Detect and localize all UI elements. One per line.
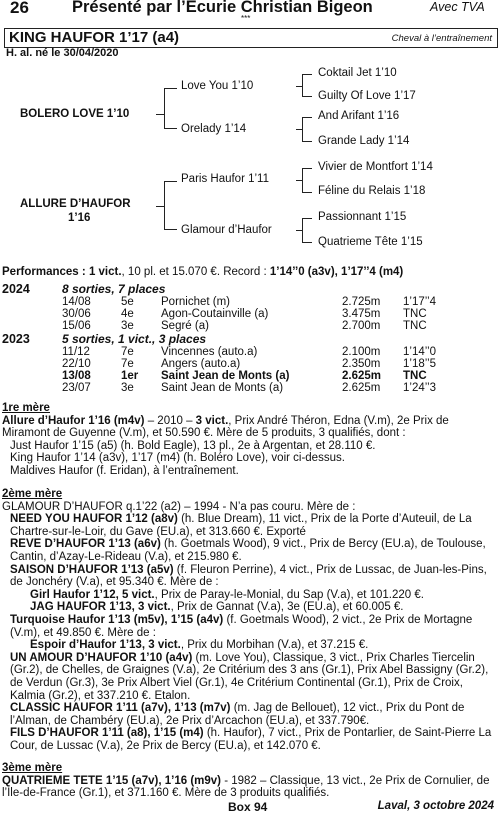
year-summary: 8 sorties, 7 places (62, 282, 166, 296)
race-place: 5e (121, 296, 134, 308)
produce-entry (2, 614, 496, 639)
dam-text: – 2010 – (144, 414, 196, 427)
lot-number: 26 (10, 0, 29, 17)
bracket-line (302, 218, 312, 219)
year-summary: 5 sorties, 1 vict., 3 places (62, 332, 207, 346)
race-distance: 2.625m (342, 370, 382, 382)
race-row-winner (0, 370, 500, 382)
produce-name: REVE D’HAUFOR 1’13 (a6v) (10, 538, 161, 551)
performances-label: Performances : (2, 266, 89, 278)
vat-label: Avec TVA (430, 0, 485, 14)
pedigree-gp-2: Orelady 1’14 (181, 123, 247, 135)
bracket-line (302, 192, 312, 193)
race-place: 7e (121, 346, 134, 358)
dam-wins: 3 vict. (195, 414, 229, 427)
race-date: 22/10 (62, 358, 91, 370)
race-row (0, 358, 500, 370)
bracket-line (296, 86, 302, 87)
produce-text: (m. Jag de Bellouet), 12 vict., Prix du Pont de l’Alman, de Chambéry (EU.a), 2e Prix d’Arcachon (EU.a), et 337.790€. (10, 702, 465, 727)
pedigree-dam-line2: 1’16 (68, 212, 91, 224)
race-distance: 3.475m (342, 308, 381, 320)
race-date: 13/08 (62, 370, 91, 382)
race-time: TNC (403, 370, 427, 382)
bracket-line (302, 74, 312, 75)
pedigree-ggp-1: Coktail Jet 1’10 (318, 67, 397, 79)
pedigree-gp-3: Paris Haufor 1’11 (181, 173, 269, 185)
race-place: 1er (121, 370, 139, 382)
dam-name: Allure d’Haufor 1’16 (m4v) (2, 414, 145, 427)
bracket-line (164, 181, 177, 182)
race-row (0, 320, 500, 332)
produce-name: Turquoise Haufor 1’13 (m5v), 1’15 (a4v) (10, 613, 224, 626)
race-date: 30/06 (62, 308, 91, 320)
produce-text: (h. Goetmals Wood), 9 vict., Prix de Bercy (EU.a), de Toulouse, Cantin, d’Azay-Le-Rideau (V.a), et 215.980 €. (10, 538, 486, 563)
race-place: 3e (121, 382, 134, 394)
race-row (0, 382, 500, 394)
bracket-line (302, 168, 312, 169)
race-distance: 2.725m (342, 296, 381, 308)
produce-text: (m. Love You), Classique, 3 vict., Prix Charles Tiercelin (Gr.2), de Chelles, de Graignes (V.a), 2e Critérium des 3 ans (Gr.1), Prix Abel Bassigny (Gr.2), de Verdun (Gr.3), 3e Prix Albert Viel (Gr.1), 4e Critérium Continental (Gr.1), Prix de Croix, Kalmia (Gr.2), et 337.210 €. Etalon. (10, 651, 489, 702)
race-distance: 2.350m (342, 358, 381, 370)
race-distance: 2.700m (342, 320, 381, 332)
bracket-line (296, 180, 302, 181)
race-place: 7e (121, 358, 134, 370)
race-venue: Segré (a) (161, 320, 209, 332)
third-dam-section (2, 762, 496, 800)
produce-name: JAG HAUFOR 1’13, 3 vict. (30, 601, 171, 614)
pedigree-gp-4: Glamour d’Haufor (181, 224, 272, 236)
produce-entry (2, 601, 496, 614)
section-title: 2ème mère (2, 488, 63, 500)
race-time: 1’18’’5 (403, 358, 437, 370)
first-dam-section (2, 402, 496, 478)
decorative-stars: *** (241, 14, 251, 23)
race-venue: Vincennes (auto.a) (161, 346, 258, 358)
produce-text: , Prix de Paray-le-Monial, du Sap (V.a), et 101.220 €. (154, 588, 424, 601)
presenter-title: Présenté par l’Ecurie Christian Bigeon (72, 0, 373, 16)
pedigree-ggp-6: Féline du Relais 1’18 (318, 185, 426, 197)
section-title: 3ème mère (2, 762, 63, 774)
bracket-line (164, 181, 165, 229)
pedigree-dam-line1: ALLURE D’HAUFOR (20, 198, 131, 210)
produce-line: Just Haufor 1’15 (a5) (h. Bold Eagle), 13 pl., 2e à Argentan, et 28.110 €. (10, 439, 376, 452)
pedigree-sire: BOLERO LOVE 1’10 (20, 108, 130, 120)
produce-name: Espoir d’Haufor 1’13, 3 vict. (30, 639, 181, 652)
produce-entry (2, 589, 496, 602)
bracket-line (296, 230, 302, 231)
pedigree-ggp-8: Quatrieme Tête 1’15 (318, 236, 423, 248)
race-venue: Saint Jean de Monts (a) (161, 382, 284, 394)
produce-entry (2, 538, 496, 563)
bracket-line (302, 96, 312, 97)
produce-text: (f. Fleuron Perrine), 4 vict., Prix de Lussac, de Juan-les-Pins, de Jonchéry (V.a), et 95.340 €. Mère de : (10, 563, 487, 589)
produce-name: UN AMOUR D’HAUFOR 1’10 (a4v) (10, 651, 193, 664)
race-date: 23/07 (62, 382, 91, 394)
race-date: 15/06 (62, 320, 91, 332)
produce-text: (f. Goetmals Wood), 2 vict., 2e Prix de Mortagne (V.m), et 49.850 €. Mère de : (10, 613, 473, 639)
race-row (0, 308, 500, 320)
second-dam-lead: GLAMOUR D’HAUFOR q.1’22 (a2) – 1994 - N’a pas couru. Mère de : (2, 500, 356, 513)
sale-place-date: Laval, 3 octobre 2024 (377, 800, 494, 812)
produce-line: King Haufor 1’14 (a3v), 1’17 (m4) (h. Boléro Love), voir ci-dessus. (10, 452, 345, 465)
race-time: TNC (403, 320, 427, 332)
third-dam-lead (2, 775, 496, 800)
produce-text: , Prix de Gannat (V.a), 3e (EU.a), et 60.005 €. (170, 601, 404, 614)
horse-birth: H. al. né le 30/04/2020 (6, 47, 119, 59)
race-venue: Pornichet (m) (161, 296, 231, 308)
produce-entry (2, 513, 496, 538)
produce-name: Girl Haufor 1’12, 5 vict. (30, 588, 155, 601)
produce-line: Maldives Haufor (f. Eridan), à l’entraînement. (10, 464, 239, 477)
produce-text: , Prix du Morbihan (V.a), et 37.215 €. (180, 639, 369, 652)
race-date: 14/08 (62, 296, 91, 308)
bracket-line (156, 114, 164, 115)
produce-text: (h. Blue Dream), 11 vict., Prix de la Porte d’Auteuil, de La Chartre-sur-le-Loir, du Gave (EU.a), et 313.660 €. Exporté (10, 513, 472, 538)
race-distance: 2.100m (342, 346, 381, 358)
race-place: 4e (121, 308, 134, 320)
produce-name: FILS D’HAUFOR 1’11 (a8), 1’15 (m4) (10, 727, 204, 740)
race-place: 3e (121, 320, 134, 332)
bracket-line (302, 117, 312, 118)
dam-name: QUATRIEME TETE 1’15 (a7v), 1’16 (m9v) (2, 774, 221, 787)
horse-title-box (4, 28, 498, 48)
produce-entry (2, 639, 496, 652)
race-date: 11/12 (62, 346, 90, 358)
race-venue: Saint Jean de Monts (a) (161, 370, 290, 382)
bracket-line (164, 88, 177, 89)
produce-name: SAISON D’HAUFOR 1’13 (a5v) (10, 563, 174, 576)
race-distance: 2.625m (342, 382, 381, 394)
race-row (0, 346, 500, 358)
performances-summary (2, 266, 403, 280)
year-label: 2023 (2, 332, 30, 346)
produce-entry (2, 702, 496, 727)
produce-name: CLASSIC HAUFOR 1’11 (a7v), 1’13 (m7v) (10, 702, 231, 715)
pedigree-ggp-4: Grande Lady 1’14 (318, 135, 410, 147)
pedigree-ggp-7: Passionnant 1’15 (318, 211, 407, 223)
performances-wins: 1 vict. (88, 266, 122, 278)
pedigree-ggp-2: Guilty Of Love 1’17 (318, 90, 416, 102)
produce-entry (2, 652, 496, 702)
race-time: 1’24’’3 (403, 382, 437, 394)
bracket-line (302, 242, 312, 243)
bracket-line (164, 88, 165, 128)
dam-text: , Prix André Théron, Edna (V.m), 2e Prix de Miramont de Guyenne (V.m), et 50.590 €. Mère de 5 produits, 3 qualifiés, dont : (2, 414, 449, 440)
race-time: TNC (403, 308, 427, 320)
bracket-line (302, 218, 303, 242)
race-time: 1’17’’4 (403, 296, 437, 308)
box-number: Box 94 (228, 800, 268, 814)
race-row (0, 296, 500, 308)
pedigree-gp-1: Love You 1’10 (181, 80, 254, 92)
bracket-line (156, 206, 164, 207)
bracket-line (302, 74, 303, 96)
bracket-line (302, 117, 303, 141)
race-time: 1’14’’0 (403, 346, 437, 358)
produce-text: (h. Haufor), 7 vict., Prix de Pontarlier, de Saint-Pierre La Cour, de Lussac (V.a), 2e Prix de Bercy (EU.a), et 142.070 €. (10, 727, 492, 752)
bracket-line (302, 168, 303, 192)
performances-places: , 10 pl. et 15.070 €. Record : (121, 266, 270, 278)
race-venue: Agon-Coutainville (a) (161, 308, 269, 320)
year-label: 2024 (2, 282, 30, 296)
first-dam-lead (2, 415, 496, 440)
pedigree-ggp-5: Vivier de Montfort 1’14 (318, 161, 433, 173)
bracket-line (164, 229, 177, 230)
second-dam-section (2, 488, 496, 752)
produce-name: NEED YOU HAUFOR 1’12 (a8v) (10, 513, 178, 526)
race-venue: Angers (auto.a) (161, 358, 241, 370)
bracket-line (302, 141, 312, 142)
produce-entry (2, 564, 496, 589)
bracket-line (164, 128, 177, 129)
horse-name: KING HAUFOR 1’17 (a4) (9, 29, 180, 46)
dam-text: - 1982 – Classique, 13 vict., 2e Prix de Cornulier, de l’Ile-de-France (Gr.1), et 371.160 €. Mère de 3 produits qualifiés. (2, 774, 490, 800)
performances-record: 1’14’’0 (a3v), 1’17’’4 (m4) (269, 266, 404, 278)
pedigree-ggp-3: And Arifant 1’16 (318, 110, 400, 122)
horse-status: Cheval à l’entraînement (391, 33, 492, 44)
produce-entry (2, 727, 496, 752)
section-title: 1re mère (2, 402, 50, 414)
bracket-line (296, 129, 302, 130)
